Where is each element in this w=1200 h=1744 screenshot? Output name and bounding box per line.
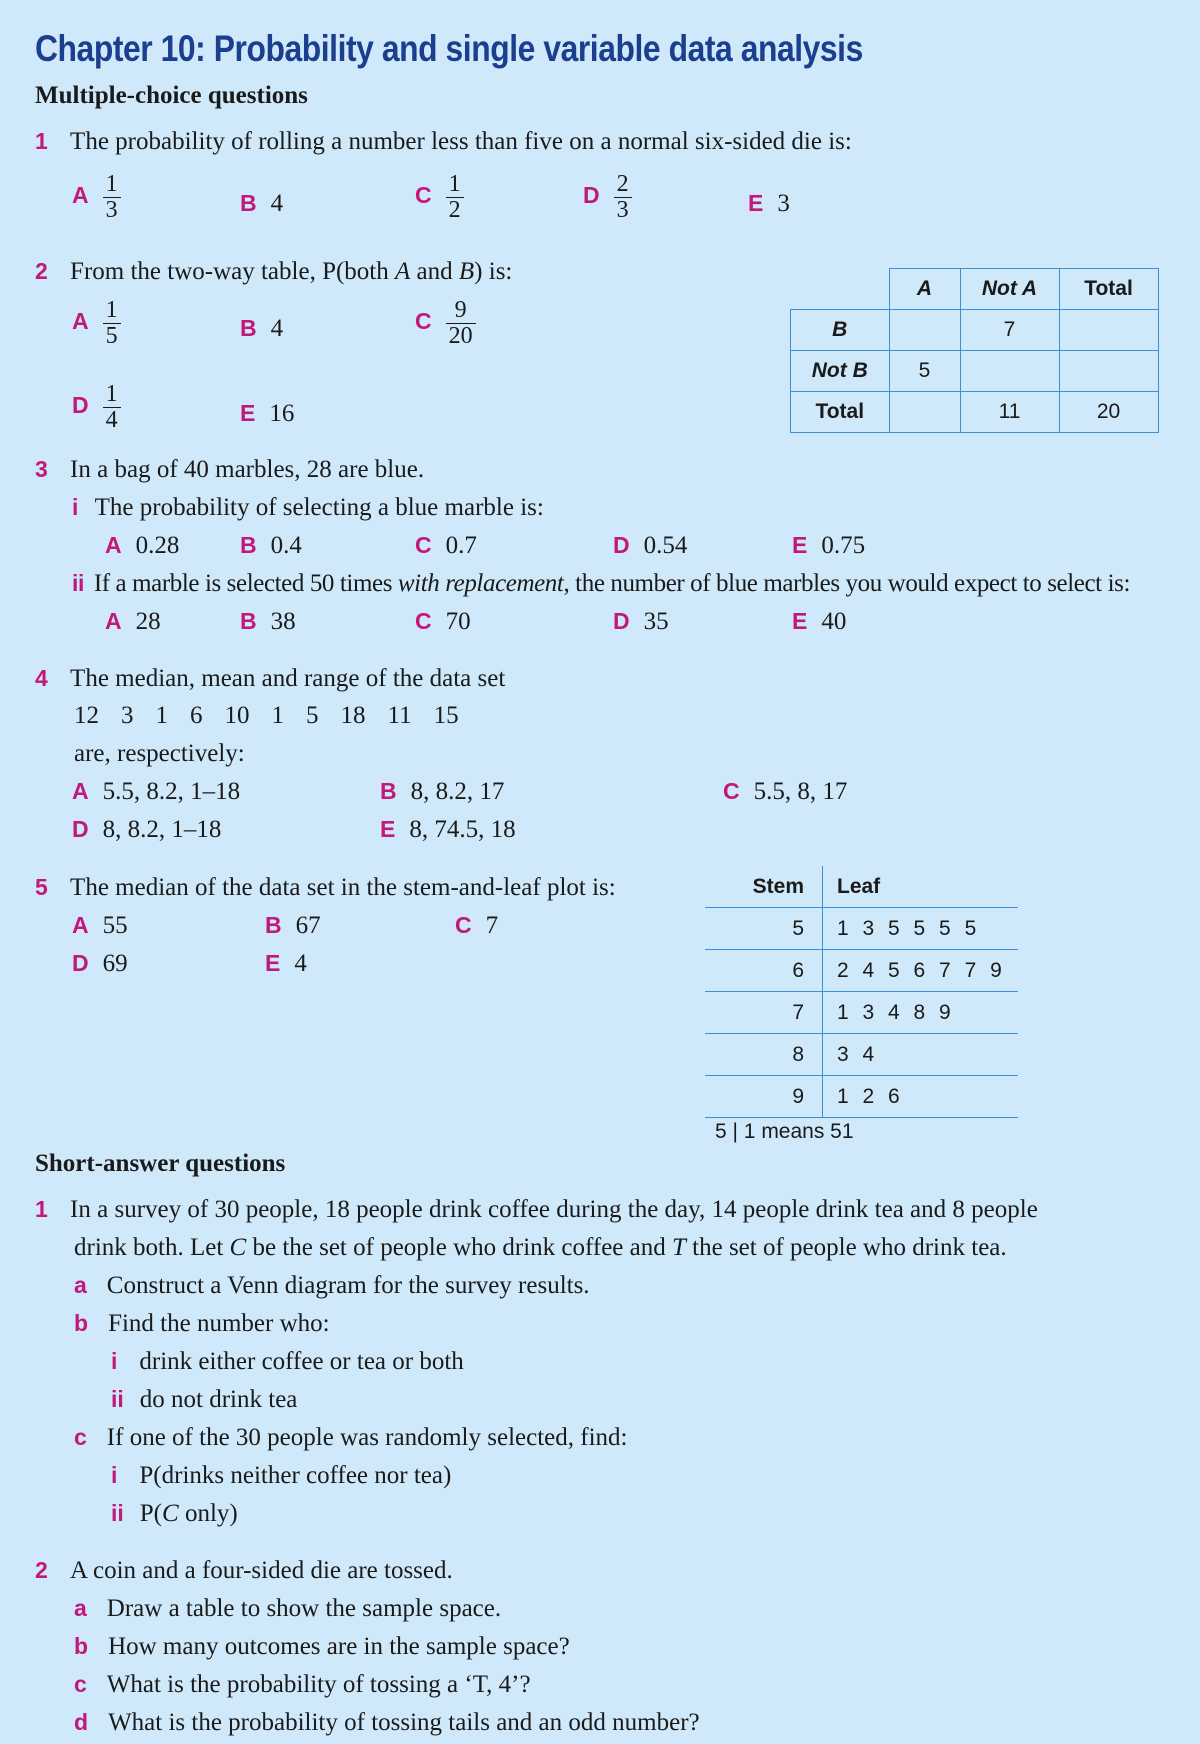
mc5-option-d[interactable]: D 69	[72, 950, 128, 977]
mc3ii-option-d[interactable]: D 35	[613, 608, 669, 635]
sa-heading: Short-answer questions	[35, 1150, 286, 1177]
mc1-option-e[interactable]: E 3	[748, 190, 790, 217]
sa-question-1-cont: drink both. Let C be the set of people who drink coffee and T the set of people who drink tea.	[74, 1234, 1007, 1261]
question-text-cont: are, respectively:	[74, 740, 245, 767]
mc3-part-i: i The probability of selecting a blue marble is:	[72, 494, 544, 521]
sa1-part-b: b Find the number who:	[74, 1310, 330, 1337]
sa1-part-a: a Construct a Venn diagram for the survey results.	[74, 1272, 590, 1299]
mc-question-2: 2 From the two-way table, P(both A and B) is:	[35, 258, 513, 285]
mc3i-option-d[interactable]: D 0.54	[613, 532, 688, 559]
mc4-option-a[interactable]: A 5.5, 8.2, 1–18	[72, 778, 241, 805]
mc2-option-b[interactable]: B 4	[240, 315, 284, 342]
sa1-part-b-ii: ii do not drink tea	[111, 1386, 298, 1413]
two-way-table: A Not A Total B 7 Not B 5 Total 11 20	[790, 268, 1159, 433]
mc2-option-d[interactable]: D $\frac{1}{4}$	[72, 382, 121, 433]
mc3ii-option-b[interactable]: B 38	[240, 608, 296, 635]
mc-question-1	[35, 128, 852, 156]
mc-question-5: 5 The median of the data set in the stem-and-leaf plot is:	[35, 874, 616, 901]
mc1-option-a[interactable]: A $\frac{1}{3}$	[72, 172, 121, 223]
mc2-option-c[interactable]: C $\frac{9}{20}$	[415, 298, 476, 349]
mc4-option-c[interactable]: C 5.5, 8, 17	[723, 778, 848, 805]
mc3ii-option-e[interactable]: E 40	[792, 608, 847, 635]
mc3-part-ii: ii If a marble is selected 50 times with replacement, the number of blue marbles you would expect to select is:	[72, 570, 1130, 597]
sa1-part-c-ii: ii P(C only)	[111, 1500, 238, 1527]
mc4-option-e[interactable]: E 8, 74.5, 18	[380, 816, 516, 843]
sa2-part-a: a Draw a table to show the sample space.	[74, 1595, 502, 1622]
sa2-part-d: d What is the probability of tossing tails and an odd number?	[74, 1709, 700, 1736]
question-text: The probability of rolling a number less than five on a normal six-sided die is:	[70, 128, 852, 155]
mc2-option-a[interactable]: A $\frac{1}{5}$	[72, 298, 121, 349]
mc3i-option-e[interactable]: E 0.75	[792, 532, 866, 559]
table-row: 7 1 3 4 8 9	[705, 992, 1018, 1034]
table-row: Not B 5	[791, 351, 1159, 392]
table-row: B 7	[791, 310, 1159, 351]
sa-question-2: 2 A coin and a four-sided die are tossed.	[35, 1557, 453, 1584]
mc3i-option-c[interactable]: C 0.7	[415, 532, 477, 559]
mc5-option-a[interactable]: A 55	[72, 912, 128, 939]
mc3i-option-b[interactable]: B 0.4	[240, 532, 302, 559]
mc3ii-option-a[interactable]: A 28	[105, 608, 161, 635]
table-row: 5 1 3 5 5 5 5	[705, 908, 1018, 950]
mc4-option-b[interactable]: B 8, 8.2, 17	[380, 778, 505, 805]
mc2-option-e[interactable]: E 16	[240, 400, 295, 427]
table-row: 8 3 4	[705, 1034, 1018, 1076]
mc3i-option-a[interactable]: A 0.28	[105, 532, 180, 559]
mc3ii-option-c[interactable]: C 70	[415, 608, 471, 635]
question-number: 1	[35, 128, 48, 154]
mc-question-3: 3 In a bag of 40 marbles, 28 are blue.	[35, 456, 425, 483]
mc5-option-b[interactable]: B 67	[265, 912, 321, 939]
mc5-option-e[interactable]: E 4	[265, 950, 307, 977]
sa2-part-b: b How many outcomes are in the sample space?	[74, 1633, 570, 1660]
chapter-title: Chapter 10: Probability and single variable data analysis	[35, 28, 863, 69]
mc1-option-d[interactable]: D $\frac{2}{3}$	[583, 172, 632, 223]
data-set: 12 3 1 6 10 1 5 18 11 15	[74, 702, 459, 729]
sa2-part-c: c What is the probability of tossing a ‘T, 4’?	[74, 1671, 531, 1698]
table-row: 9 1 2 6	[705, 1076, 1018, 1118]
sa1-part-c-i: i P(drinks neither coffee nor tea)	[111, 1462, 452, 1489]
table-row: 6 2 4 5 6 7 7 9	[705, 950, 1018, 992]
table-row: Total 11 20	[791, 392, 1159, 433]
mc-heading: Multiple-choice questions	[35, 82, 308, 109]
plot-key: 5 | 1 means 51	[715, 1120, 854, 1143]
mc4-option-d[interactable]: D 8, 8.2, 1–18	[72, 816, 222, 843]
sa-question-1: 1 In a survey of 30 people, 18 people drink coffee during the day, 14 people drink tea and 8 people	[35, 1196, 1038, 1223]
stem-leaf-plot: Stem Leaf 5 1 3 5 5 5 5 6 2 4 5 6 7 7 9 7 1 3 4 8 9 8 3 4 9 1 2 6	[705, 866, 1018, 1118]
mc1-option-c[interactable]: C $\frac{1}{2}$	[415, 172, 464, 223]
mc5-option-c[interactable]: C 7	[455, 912, 499, 939]
sa1-part-c: c If one of the 30 people was randomly selected, find:	[74, 1424, 628, 1451]
mc-question-4: 4 The median, mean and range of the data set	[35, 665, 506, 692]
mc1-option-b[interactable]: B 4	[240, 190, 284, 217]
sa1-part-b-i: i drink either coffee or tea or both	[111, 1348, 464, 1375]
